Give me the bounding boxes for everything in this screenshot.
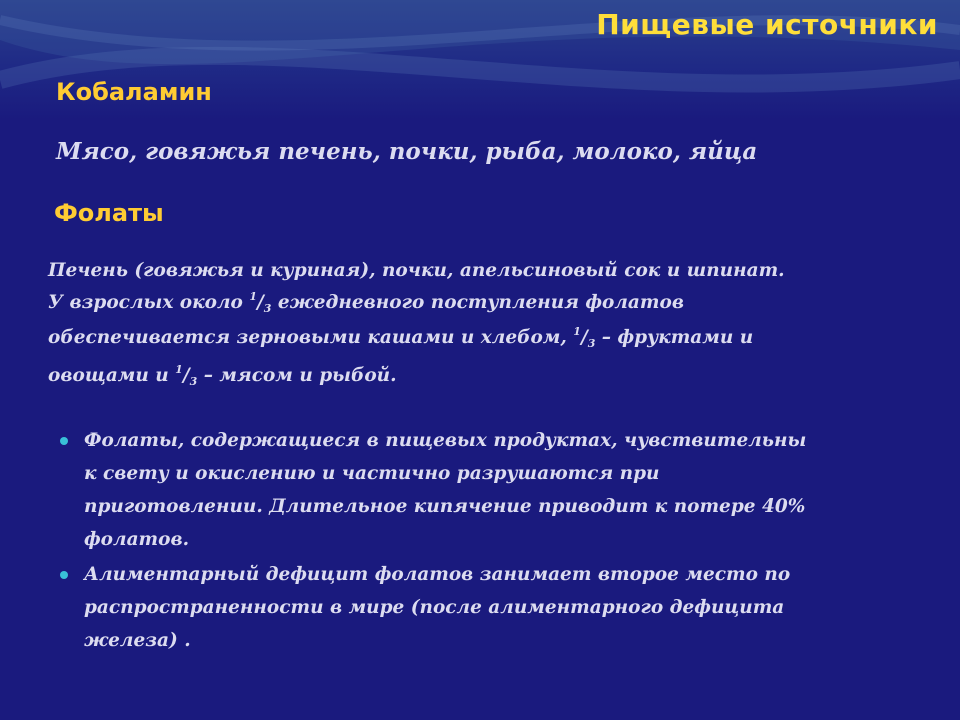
- folates-paragraph-line: [48, 365, 397, 386]
- bullet-line: фолатов.: [84, 529, 190, 550]
- bullet-dot-icon: [60, 571, 68, 579]
- fraction-slash: /: [182, 365, 190, 386]
- folates-paragraph-line: [48, 292, 684, 313]
- fraction-denominator: 3: [587, 337, 596, 350]
- text-run: У взрослых около: [48, 292, 250, 313]
- text-run: – фруктами и: [595, 327, 754, 348]
- bullet-line: приготовлении. Длительное кипячение приводит к потере 40%: [84, 496, 806, 517]
- text-run: ежедневного поступления фолатов: [271, 292, 684, 313]
- cobalamin-sources-text: Мясо, говяжья печень, почки, рыба, молоко, яйца: [56, 138, 758, 165]
- slide-title: Пищевые источники: [596, 8, 938, 41]
- cobalamin-heading: Кобаламин: [56, 78, 212, 106]
- text-run: обеспечивается зерновыми кашами и хлебом,: [48, 327, 574, 348]
- bullet-line: к свету и окислению и частично разрушаются при: [84, 463, 660, 484]
- fraction-numerator: 1: [573, 325, 581, 338]
- folates-heading: Фолаты: [54, 199, 164, 227]
- fraction-denominator: 3: [189, 375, 198, 388]
- bullet-line: Фолаты, содержащиеся в пищевых продуктах, чувствительны: [84, 430, 807, 451]
- text-run: овощами и: [48, 365, 176, 386]
- bullet-line: железа) .: [84, 630, 191, 651]
- text-run: – мясом и рыбой.: [197, 365, 397, 386]
- bullet-dot-icon: [60, 437, 68, 445]
- fraction-slash: /: [256, 292, 264, 313]
- fraction-denominator: 3: [263, 302, 272, 315]
- fraction-numerator: 1: [249, 290, 257, 303]
- fraction-slash: /: [580, 327, 588, 348]
- folates-paragraph-line: Печень (говяжья и куриная), почки, апельсиновый сок и шпинат.: [48, 260, 785, 281]
- bullet-line: Алиментарный дефицит фолатов занимает второе место по: [84, 564, 791, 585]
- fraction-numerator: 1: [175, 363, 183, 376]
- bullet-line: распространенности в мире (после алиментарного дефицита: [84, 597, 785, 618]
- folates-paragraph-line: [48, 327, 753, 348]
